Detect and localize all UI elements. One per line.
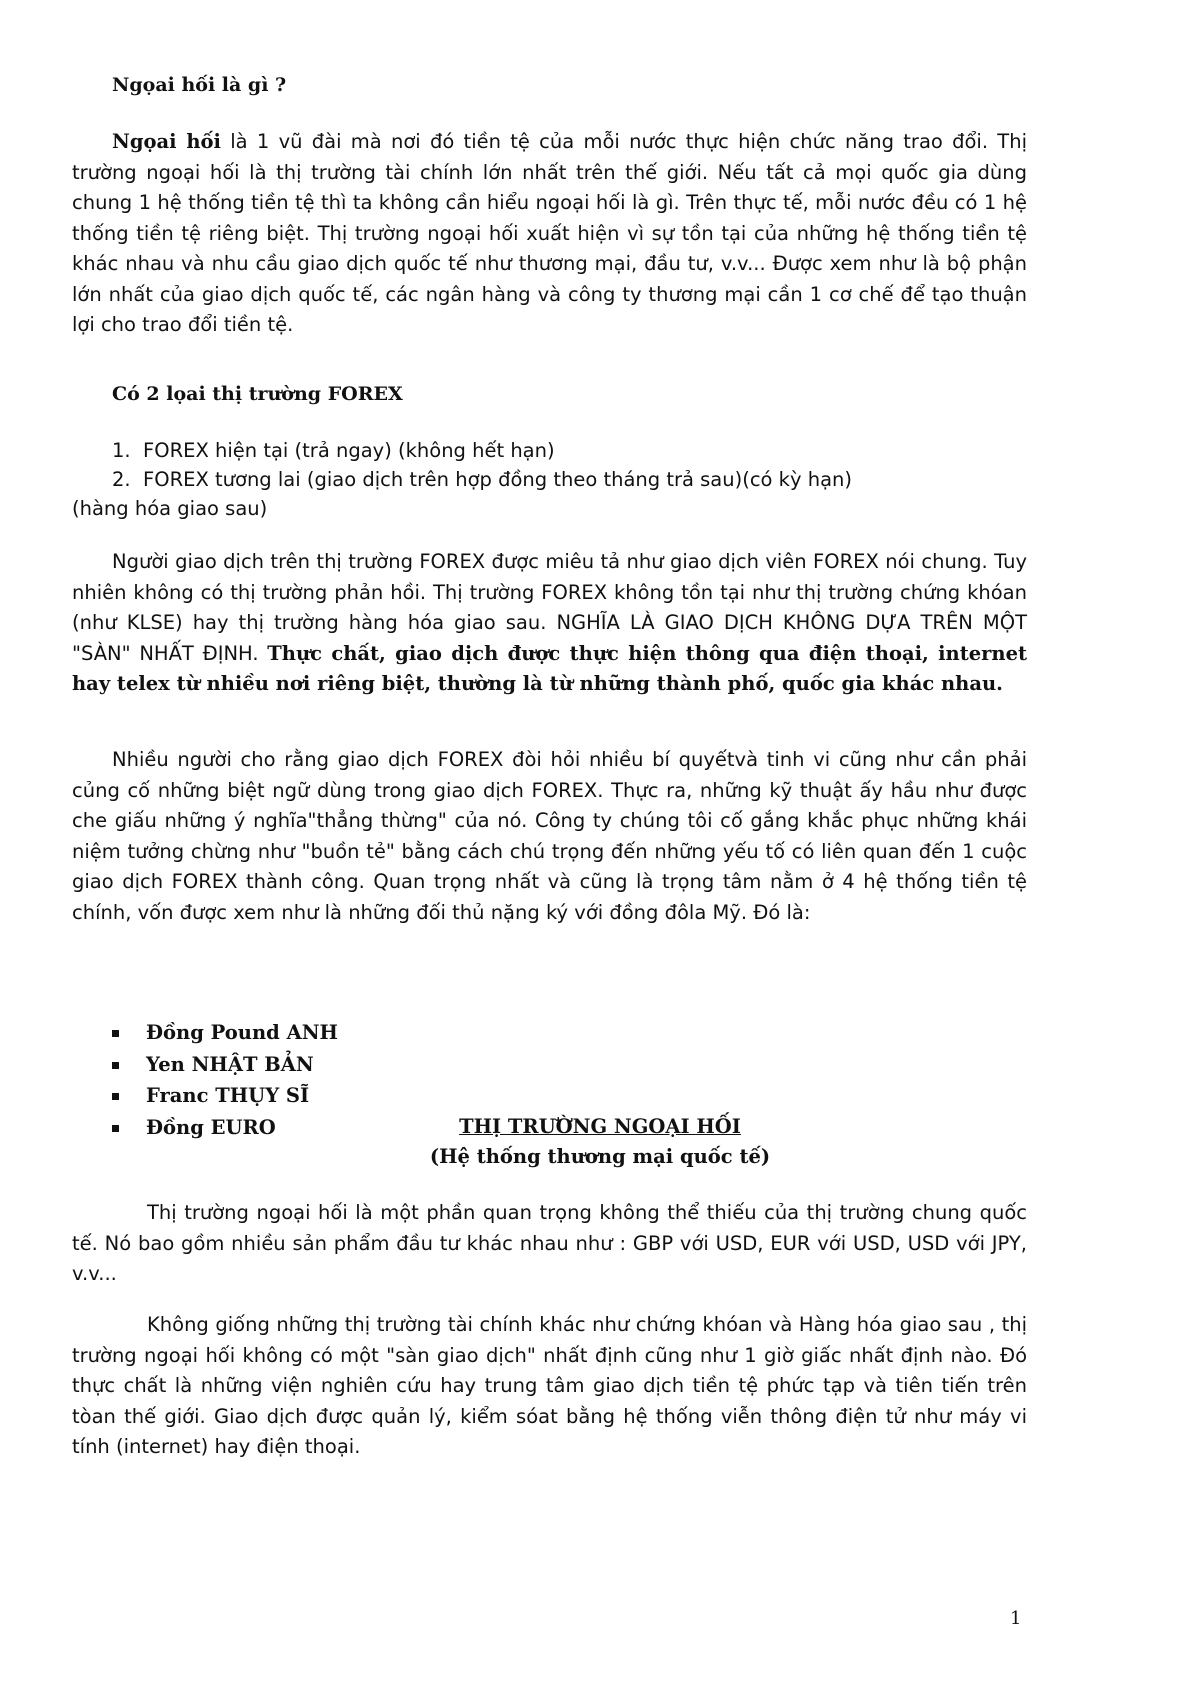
currency-item (112, 1017, 338, 1049)
paragraph-forex-traders-bold: Thực chất, giao dịch được thực hiện thông qua điện thoại, internet hay telex từ nhiều nơi riêng biệt, thường là từ những thành phố, quốc gia khác nhau. (72, 641, 1027, 695)
list-item-2-text: FOREX tương lai (giao dịch trên hợp đồng theo tháng trả sau)(có kỳ hạn) (143, 468, 852, 491)
paragraph-no-exchange-floor: Không giống những thị trường tài chính khác như chứng khóan và Hàng hóa giao sau , thị trường ngoại hối không có một "sàn giao dịch" nhất định cũng như 1 giờ giấc nhất định nào. Đó thực chất là những viện nghiên cứu hay trung tâm giao dịch tiền tệ phức tạp và tiên tiến trên tòan thế giới. Giao dịch được quản lý, kiểm sóat bằng hệ thống viễn thông điện tử như máy vi tính (internet) hay điện thoại. (72, 1313, 1027, 1458)
list-item-2 (112, 465, 852, 495)
heading-what-is-forex: Ngọai hối là gì ? (112, 74, 287, 96)
currency-item (112, 1080, 338, 1112)
heading-two-forex-types: Có 2 lọai thị trường FOREX (112, 383, 403, 405)
paragraph-intro (72, 127, 1027, 341)
list-item-1 (112, 436, 555, 466)
paragraph-intro-lead: Ngọai hối (112, 130, 221, 153)
paragraph-forex-traders-text: Người giao dịch trên thị trường FOREX được miêu tả như giao dịch viên FOREX nói chung. Tuy nhiên không có thị trường phản hồi. Thị trường FOREX không tồn tại như thị trường chứng khóan (như KLSE) hay thị trường hàng hóa giao sau. NGHĨA LÀ GIAO DỊCH KHÔNG DỰA TRÊN MỘT "SÀN" NHẤT ĐỊNH. (72, 550, 1027, 665)
list-item-2-number: 2. (112, 468, 131, 491)
bullet-square-icon (112, 1093, 119, 1100)
list-item-2-continuation: (hàng hóa giao sau) (72, 497, 268, 520)
paragraph-forex-know-how: Nhiều người cho rằng giao dịch FOREX đòi hỏi nhiều bí quyếtvà tinh vi cũng như cần phải củng cố những biệt ngữ dùng trong giao dịch FOREX. Thực ra, những kỹ thuật ấy hầu như được che giấu những ý nghĩa"thẳng thừng" của nó. Công ty chúng tôi cố gắng khắc phục những khái niệm tưởng chừng như "buồn tẻ" bằng cách chú trọng đến những yếu tố có liên quan đến 1 cuộc giao dịch FOREX thành công. Quan trọng nhất và cũng là trọng tâm nằm ở 4 hệ thống tiền tệ chính, vốn được xem như là những đối thủ nặng ký với đồng đôla Mỹ. Đó là: (72, 748, 1027, 924)
currency-item-label: Franc THỤY SĨ (146, 1084, 310, 1107)
bullet-square-icon (112, 1030, 119, 1037)
currency-item-label: Đồng EURO (146, 1115, 276, 1139)
paragraph-intro-text: là 1 vũ đài mà nơi đó tiền tệ của mỗi nước thực hiện chức năng trao đổi. Thị trường ngoại hối là thị trường tài chính lớn nhất trên thế giới. Nếu tất cả mọi quốc gia dùng chung 1 hệ thống tiền tệ thì ta không cần hiểu ngoại hối là gì. Trên thực tế, mỗi nước đều có 1 hệ thống tiền tệ riêng biệt. Thị trường ngoại hối xuất hiện vì sự tồn tại của những hệ thống tiền tệ khác nhau và nhu cầu giao dịch quốc tế như thương mại, đầu tư, v.v... Được xem như là bộ phận lớn nhất của giao dịch quốc tế, các ngân hàng và công ty thương mại cần 1 cơ chế để tạo thuận lợi cho trao đổi tiền tệ. (72, 130, 1027, 336)
page-number: 1 (1010, 1608, 1022, 1629)
list-item-1-number: 1. (112, 439, 131, 462)
currency-item (112, 1049, 338, 1081)
paragraph-forex-traders (72, 547, 1027, 700)
currency-item-label: Đồng Pound ANH (146, 1021, 338, 1044)
paragraph-market-overview: Thị trường ngoại hối là một phần quan trọng không thể thiếu của thị trường chung quốc tế. Nó bao gồm nhiều sản phẩm đầu tư khác nhau như : GBP với USD, EUR với USD, USD với JPY, v.v... (72, 1201, 1027, 1285)
currency-item-label: Yen NHẬT BẢN (146, 1052, 314, 1076)
section-title: THỊ TRƯỜNG NGOẠI HỐI (459, 1115, 741, 1138)
list-item-1-text: FOREX hiện tại (trả ngay) (không hết hạn) (143, 439, 555, 462)
bullet-square-icon (112, 1062, 119, 1069)
section-subtitle: (Hệ thống thương mại quốc tế) (429, 1145, 771, 1168)
